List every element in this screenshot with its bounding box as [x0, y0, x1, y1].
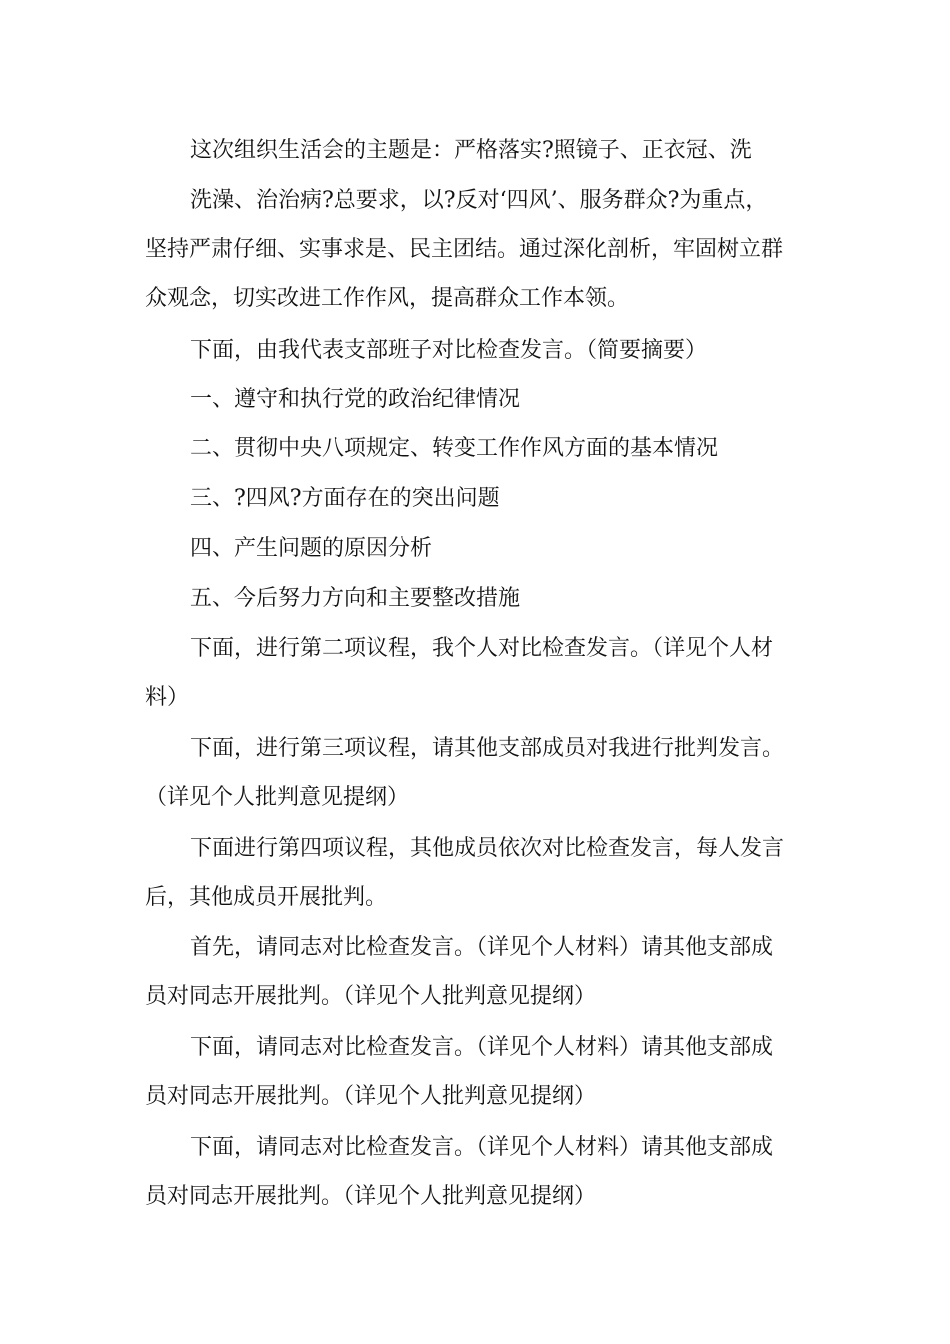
text-line: 员对同志开展批判。（详见个人批判意见提纲） [145, 1084, 597, 1109]
text-line: 众观念，切实改进工作作风，提高群众工作本领。 [145, 286, 630, 311]
text-line: （详见个人批判意见提纲） [145, 785, 410, 810]
text-line: 坚持严肃仔细、实事求是、民主团结。通过深化剖析，牢固树立群 [145, 237, 784, 262]
text-line: 二、贯彻中央八项规定、转变工作作风方面的基本情况 [190, 436, 719, 461]
text-line: 下面，由我代表支部班子对比检查发言。（简要摘要） [190, 338, 708, 363]
text-line: 下面，进行第三项议程，请其他支部成员对我进行批判发言。 [190, 736, 785, 761]
text-line: 下面，请同志对比检查发言。（详见个人材料）请其他支部成 [190, 1035, 774, 1060]
text-line: 四、产生问题的原因分析 [190, 536, 433, 561]
text-line: 下面，请同志对比检查发言。（详见个人材料）请其他支部成 [190, 1135, 774, 1160]
text-line: 料） [145, 685, 190, 710]
text-line: 洗澡、治治病?总要求，以?反对‘四风’、服务群众?为重点， [190, 188, 768, 213]
text-line: 下面，进行第二项议程，我个人对比检查发言。（详见个人材 [190, 636, 774, 661]
text-line: 首先，请同志对比检查发言。（详见个人材料）请其他支部成 [190, 935, 774, 960]
text-line: 三、?四风?方面存在的突出问题 [190, 486, 500, 511]
text-line: 后，其他成员开展批判。 [145, 885, 388, 910]
text-line: 下面进行第四项议程，其他成员依次对比检查发言，每人发言 [190, 836, 785, 861]
text-line: 这次组织生活会的主题是：严格落实?照镜子、正衣冠、洗 [190, 138, 752, 163]
text-line: 员对同志开展批判。（详见个人批判意见提纲） [145, 984, 597, 1009]
text-line: 一、遵守和执行党的政治纪律情况 [190, 387, 521, 412]
text-line: 五、今后努力方向和主要整改措施 [190, 586, 521, 611]
text-line: 员对同志开展批判。（详见个人批判意见提纲） [145, 1184, 597, 1209]
